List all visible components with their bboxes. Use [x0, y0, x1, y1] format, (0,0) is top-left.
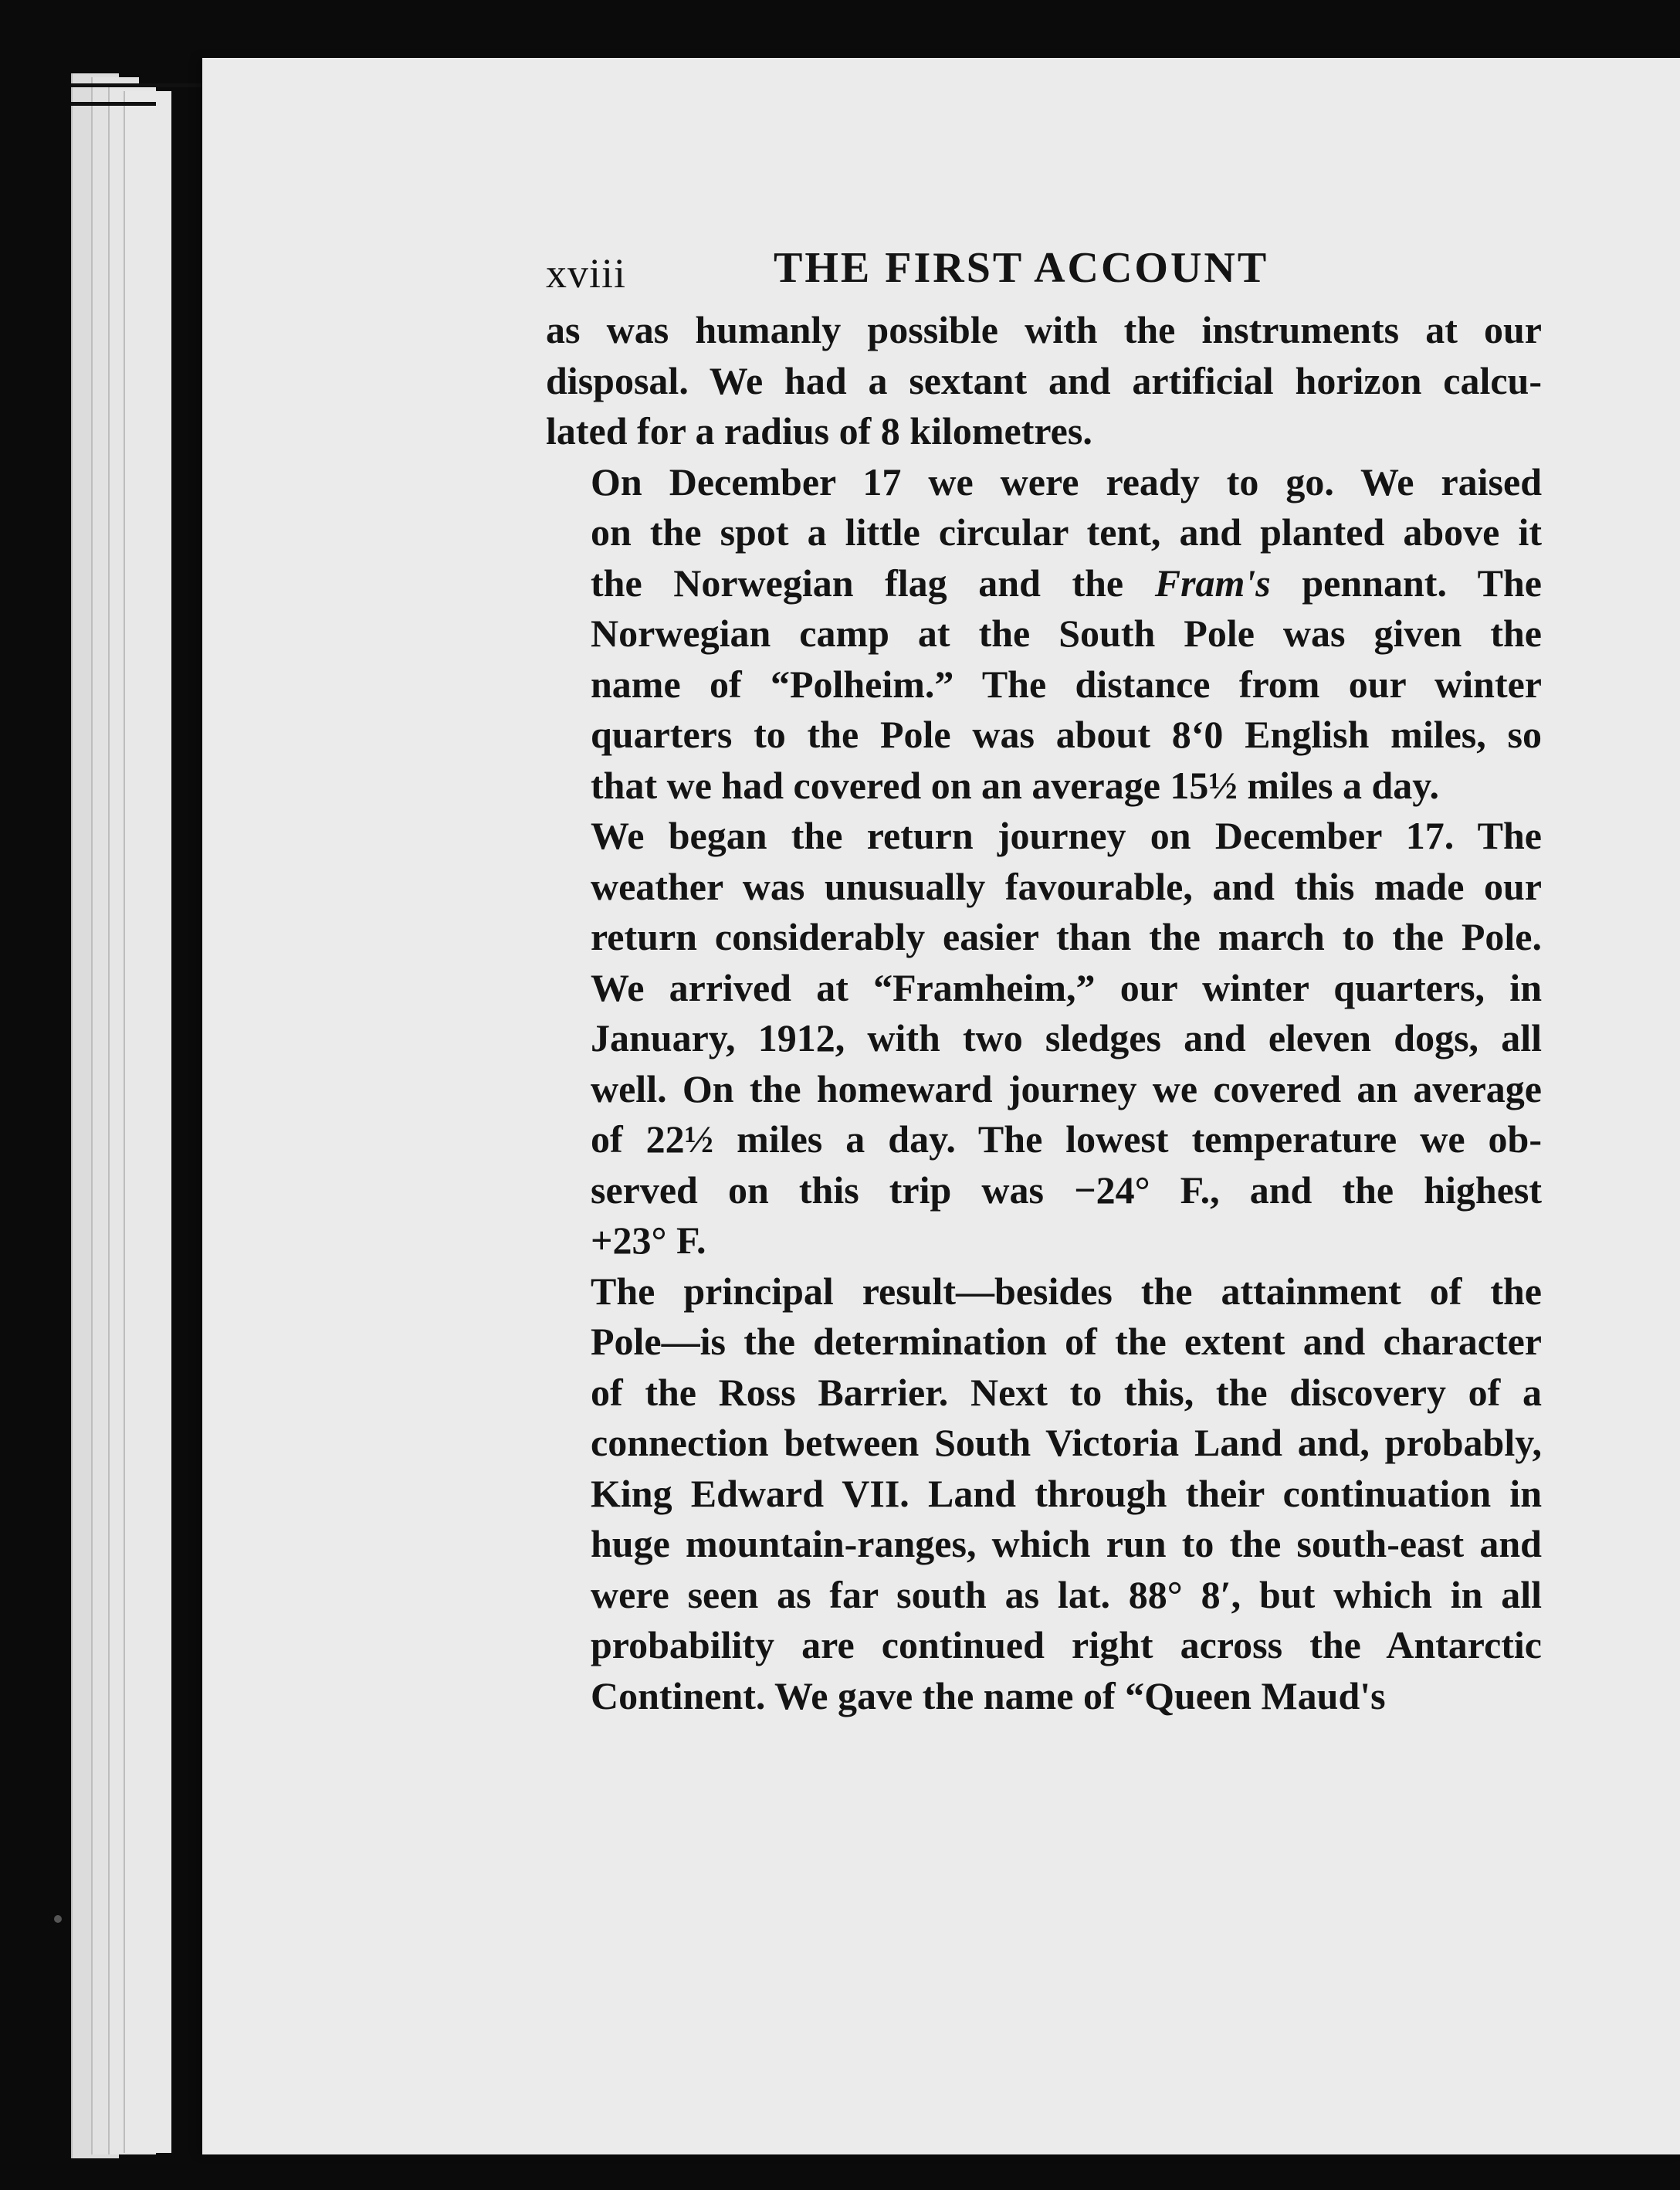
edge-shadow	[71, 102, 156, 106]
text-line: of the Ross Barrier. Next to this, the discovery of a	[591, 1370, 1542, 1414]
text-line: +23° F.	[591, 1219, 706, 1262]
text-line: on the spot a little circular tent, and planted above it	[591, 510, 1542, 554]
text-line: connection between South Victoria Land and, probably,	[591, 1421, 1542, 1464]
text-line: probability are continued right across the Antarctic	[591, 1623, 1542, 1666]
running-head-title: THE FIRST ACCOUNT	[774, 244, 1269, 292]
running-head	[546, 236, 1542, 305]
text-line: We arrived at “Framheim,” our winter quarters, in	[591, 965, 1542, 1009]
book-page	[202, 58, 1680, 2154]
paragraph	[546, 457, 1542, 812]
body-text	[546, 305, 1542, 1721]
text-line: On December 17 we were ready to go. We raised	[591, 459, 1542, 503]
paragraph	[546, 1266, 1542, 1722]
text-line: well. On the homeward journey we covered an average	[591, 1066, 1542, 1110]
paragraph	[546, 305, 1542, 457]
scan-speck	[54, 1915, 62, 1923]
text-line: Norwegian camp at the South Pole was given the	[591, 612, 1542, 655]
text-line: that we had covered on an average 15½ miles a day.	[591, 763, 1440, 807]
text-line: huge mountain-ranges, which run to the south-east and	[591, 1522, 1542, 1565]
italic-text: Fram's	[1154, 561, 1271, 605]
text-line: quarters to the Pole was about 8ʻ0 English miles, so	[591, 713, 1542, 756]
text-line: served on this trip was −24° F., and the highest	[591, 1168, 1542, 1212]
text-line: King Edward VII. Land through their continuation in	[591, 1471, 1542, 1515]
text-line: weather was unusually favourable, and this made our	[591, 864, 1542, 908]
page-edge	[124, 91, 171, 2153]
text-line: Continent. We gave the name of “Queen Maud's	[591, 1673, 1386, 1717]
text-line: Pole—is the determination of the extent and character	[591, 1320, 1542, 1363]
text-line: The principal result—besides the attainment of the	[591, 1269, 1542, 1313]
text-line: of 22½ miles a day. The lowest temperature we ob-	[591, 1117, 1542, 1161]
text-line: lated for a radius of 8 kilometres.	[546, 409, 1092, 453]
paragraph	[546, 811, 1542, 1266]
text-line: were seen as far south as lat. 88° 8′, but which in all	[591, 1572, 1542, 1616]
text-line: name of “Polheim.” The distance from our winter	[591, 662, 1542, 706]
edge-shadow	[71, 83, 202, 87]
text-line: January, 1912, with two sledges and eleven dogs, all	[591, 1016, 1542, 1059]
text-line: disposal. We had a sextant and artificial horizon calcu-	[546, 358, 1542, 402]
text-line: return considerably easier than the march to the Pole.	[591, 915, 1542, 958]
text-line: We began the return journey on December 17. The	[591, 814, 1542, 857]
page-number: xviii	[546, 250, 627, 297]
text-block	[546, 236, 1542, 1721]
text-line: the Norwegian flag and the Fram's pennant. The	[591, 561, 1542, 605]
text-line: as was humanly possible with the instruments at our	[546, 308, 1542, 351]
